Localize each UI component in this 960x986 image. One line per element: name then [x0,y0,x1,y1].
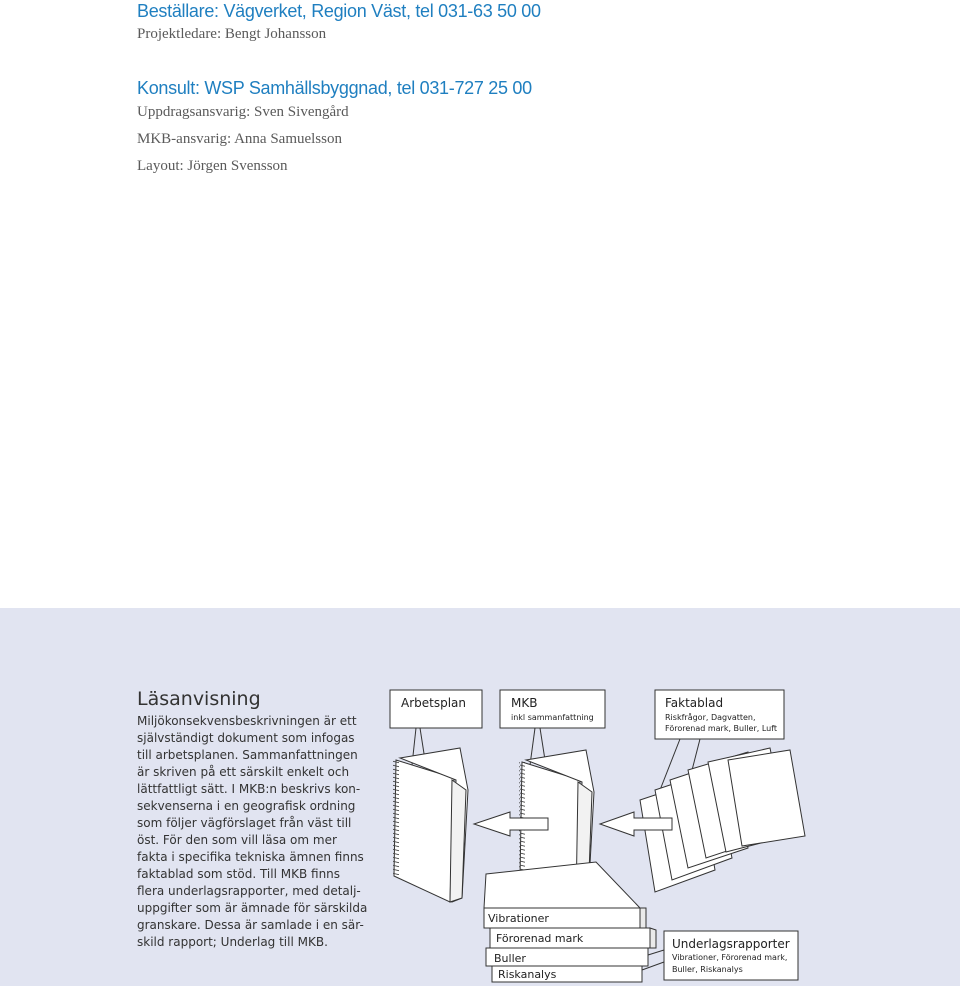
consultant-line: Konsult: WSP Samhällsbyggnad, tel 031-727 25 00 [137,78,532,98]
guide-text-line: är skriven på ett särskilt enkelt och [137,765,350,779]
client-line: Beställare: Vägverket, Region Väst, tel 031-63 50 00 [137,1,541,21]
project-leader-line: Projektledare: Bengt Johansson [137,26,327,42]
guide-text-line: fakta i specifika tekniska ämnen finns [137,850,364,864]
assignment-lead-line: Uppdragsansvarig: Sven Sivengård [137,104,349,120]
guide-text-line: sekvenserna i en geografisk ordning [137,799,356,813]
mkb-lead-line: MKB-ansvarig: Anna Samuelsson [137,131,342,147]
guide-text-line: faktablad som stöd. Till MKB finns [137,867,341,881]
faktablad-box [655,690,784,739]
stack-label: Buller [494,952,526,965]
guide-title: Läsanvisning [137,688,261,710]
underlag-box [664,931,798,980]
mkb-label: MKB [511,696,538,710]
guide-text-line: som följer vägförslaget från väst till [137,816,352,830]
faktablad-sublabel: Förorenad mark, Buller, Luft [665,724,778,733]
underlag-sublabel: Buller, Riskanalys [672,965,743,974]
mkb-box [500,690,605,728]
mkb-sublabel: inkl sammanfattning [511,713,594,722]
guide-text-line: uppgifter som är ämnade för särskilda [137,901,368,915]
guide-text-line: öst. För den som vill läsa om mer [137,833,337,847]
stack-label: Förorenad mark [496,932,584,945]
arbetsplan-label: Arbetsplan [401,696,467,710]
underlag-label: Underlagsrapporter [672,937,790,951]
stack-label: Vibrationer [488,912,549,925]
guide-text-line: lättfattligt sätt. I MKB:n beskrivs kon- [137,782,361,796]
faktablad-label: Faktablad [665,696,724,710]
layout-credit-line: Layout: Jörgen Svensson [137,158,288,174]
guide-text-line: självständigt dokument som infogas [137,731,355,745]
arbetsplan-binder-icon [393,748,468,902]
guide-text-line: flera underlagsrapporter, med detalj- [137,884,361,898]
guide-text-line: Miljökonsekvensbeskrivningen är ett [137,714,357,728]
underlag-sublabel: Vibrationer, Förorenad mark, [672,953,788,962]
guide-text-line: skild rapport; Underlag till MKB. [137,935,328,949]
faktablad-sublabel: Riskfrågor, Dagvatten, [665,713,756,722]
underlag-stack-icon [484,862,656,982]
guide-text-line: granskare. Dessa är samlade i en sär- [137,918,364,932]
guide-text-line: till arbetsplanen. Sammanfattningen [137,748,358,762]
stack-label: Riskanalys [498,968,557,981]
arbetsplan-box [390,690,482,728]
